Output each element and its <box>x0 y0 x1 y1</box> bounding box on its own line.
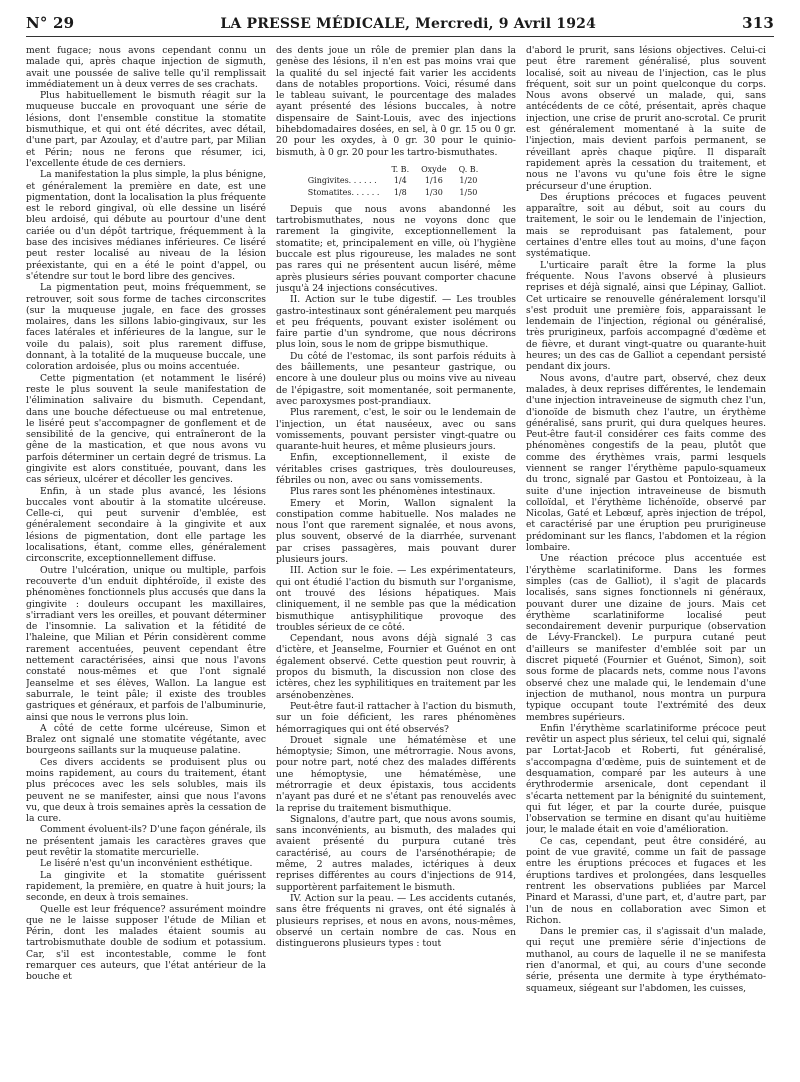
paragraph: Nous avons, d'autre part, observé, chez deux malades, à deux reprises différentes, le lendemain d'une injection intraveineuse de sigmuth chez l'un, d'ionoïde de bismuth chez l'autre, un érythème généralisé, sans prurit, qui dura quelques heures. Peut-être faut-il considérer ces faits comme des phénomènes congestifs de la peau, plutôt que comme des érythèmes vrais, parmi lesquels viennent se ranger l'érythème papulo-squameux du tronc, signalé par Gastou et Pontoizeau, à la suite d'une injection intraveineuse de bismuth colloïdal, et l'érythème lichénoïde, observé par Nicolas, Gaté et Lebœuf, après injection de trépol, et caractérisé par une éruption peu prurigineuse prédominant sur les flancs, l'abdomen et la région lombaire. <box>526 372 766 554</box>
paragraph: Enfin l'érythème scarlatiniforme précoce peut revêtir un aspect plus sérieux, tel celui qui, signalé par Lortat-Jacob et Roberti, fut généralisé, s'accompagna d'œdème, puis de suintement et de desquamation, comparé par les auteurs à une érythrodermie arsenicale, dont cependant il s'écarta nettement par la bénignité du suintement, qui fut léger, et par la courte durée, puisque l'observation se termine en disant qu'au huitième jour, le malade était en voie d'amélioration. <box>526 722 766 836</box>
paragraph: Dans le premier cas, il s'agissait d'un malade, qui reçut une première série d'injections de muthanol, au cours de laquelle il ne se manifesta rien d'anormal, et qui, au cours d'une seconde série, présenta une dermite à type érythémato-squameux, siégeant sur l'abdomen, les cuisses, <box>526 926 766 994</box>
section-liver: III. Action sur le foie. — Les expérimentateurs, qui ont étudié l'action du bismuth sur l'organisme, ont trouvé des lésions hépatiques. Mais cliniquement, il ne semble pas que la médication bismuthique antisyphilitique provoque des troubles sérieux de ce côté. <box>276 565 516 633</box>
column-1 <box>26 45 266 1079</box>
table-header-cell: Oxyde <box>421 164 447 174</box>
table-cell: 1/8 <box>393 187 407 197</box>
paragraph: Le liséré n'est qu'un inconvénient esthétique. <box>40 858 253 870</box>
paragraph: Ces divers accidents se produisent plus ou moins rapidement, au cours du traitement, étant plus précoces avec les sels solubles, mais ils peuvent ne se manifester, ainsi que nous l'avons vu, que deux à trois semaines après la cessation de la cure. <box>26 756 266 825</box>
table-row <box>308 187 484 198</box>
paragraph: Plus rarement, c'est, le soir ou le lendemain de l'injection, un état nauséeux, avec ou sans vomissements, pouvant persister vingt-quatre ou quarante-huit heures, et même plusieurs jours. <box>276 407 516 453</box>
table-header-cell: T. B. <box>391 164 410 174</box>
paragraph: Plus habituellement le bismuth réagit sur la muqueuse buccale en provoquant une série de lésions, dont l'ensemble constitue la stomatite bismuthique, et qui ont été décrites, avec détail, d'une part, par Azoulay, et d'autre part, par Milian et Périn; nous ne ferons que résumer, ici, l'excellente étude de ces derniers. <box>26 90 266 169</box>
table-header-row <box>308 164 484 175</box>
paragraph: Peut-être faut-il rattacher à l'action du bismuth, sur un foie déficient, les rares phénomènes hémorragiques qui ont été observés? <box>276 700 516 735</box>
paragraph: Des éruptions précoces et fugaces peuvent apparaître, soit au début, soit au cours du traitement, le soir ou le lendemain de l'injection, mais se reproduisant pas fatalement, pour certaines d'entre elles tout au moins, d'une façon systématique. <box>526 191 766 260</box>
table-cell: 1/50 <box>459 187 478 197</box>
paragraph: Du côté de l'estomac, ils sont parfois réduits à des bâillements, une pesanteur gastrique, ou encore à une douleur plus ou moins vive au niveau de l'épigastre, soit momentanée, soit permanente, avec paroxysmes post-prandiaux. <box>276 350 516 407</box>
table-cell: Gingivites. . . . . . <box>307 176 377 186</box>
paragraph: Emery et Morin, Wallon signalent la constipation comme habituelle. Nos malades ne nous l'ont que rarement signalée, et nous avons, plus souvent, observé de la diarrhée, survenant par crises passagères, mais pouvant durer plusieurs jours. <box>276 497 516 566</box>
paragraph: Drouet signale une hématémèse et une hémoptysie; Simon, une métrorragie. Nous avons, pour notre part, noté chez des malades différents une hémoptysie, une hématémèse, une métrorragie et deux épistaxis, tous accidents n'ayant pas duré et ne s'étant pas renouvelés avec la reprise du traitement bismuthique. <box>276 734 516 814</box>
paragraph: Outre l'ulcération, unique ou multiple, parfois recouverte d'un enduit diphtéroïde, il existe des phénomènes fonctionnels plus accusés que dans la gingivite : douleurs occupant les maxillaires, s'irradiant vers les oreilles, et pouvant déterminer de l'insomnie. La salivation et la fétidité de l'haleine, que Milian et Périn considèrent comme rarement accentuées, peuvent cependant être nettement caractérisées, ainsi que nous l'avons constaté nous-mêmes et que l'ont signalé Jeanselme et ses élèves, Wallon. La langue est saburrale, le teint pâle; il existe des troubles gastriques et généraux, et parfois de l'albuminurie, ainsi que nous le verrons plus loin. <box>26 564 266 723</box>
paragraph: Depuis que nous avons abandonné les tartrobismuthates, nous ne voyons donc que rarement la gingivite, exceptionnellement la stomatite; et, principalement en ville, où l'hygiène buccale est plus rigoureuse, les malades ne sont pas rares qui ne présentent aucun liséré, même après plusieurs séries pouvant comporter chacune jusqu'à 24 injections consécutives. <box>276 203 516 294</box>
table-header-cell: Q. B. <box>458 164 479 174</box>
table-header-cell <box>308 164 386 175</box>
paragraph: Une réaction précoce plus accentuée est l'érythème scarlatiniforme. Dans les formes simples (cas de Galliot), il s'agit de placards localisés, sans signes fonctionnels ni généraux, pouvant durer une dizaine de jours. Mais cet érythème scarlatiniforme localisé peut secondairement devenir purpurique (observation de Lévy-Franckel). Le purpura cutané peut d'ailleurs se manifester d'emblée soit par un discret piqueté (Fournier et Guénot, Simon), soit sous forme de placards nets, comme nous l'avons observé chez une malade qui, le lendemain d'une injection de muthanol, nous montra un purpura typique occupant toute l'extrémité des deux membres supérieurs. <box>526 553 766 723</box>
paragraph: Cette pigmentation (et notamment le liséré) reste le plus souvent la seule manifestation de l'élimination salivaire du bismuth. Cependant, dans une bouche défectueuse ou mal entretenue, le liséré peut s'accompagner de gonflement et de sensibilité de la gencive, qui entraîneront de la gêne de la mastication, et que nous avons vu parfois déterminer un certain degré de trismus. La gingivite est alors constituée, pouvant, dans les cas sérieux, ulcérer et décoller les gencives. <box>26 372 266 486</box>
column-2 <box>276 45 516 1079</box>
table-cell: 1/30 <box>424 187 443 197</box>
table-cell: 1/20 <box>459 176 478 186</box>
paragraph: ment fugace; nous avons cependant connu un malade qui, après chaque injection de sigmuth, avait une poussée de salive telle qu'il remplissait immédiatement un à deux verres de ses crachats. <box>26 45 266 90</box>
paragraph: d'abord le prurit, sans lésions objectives. Celui-ci peut être rarement généralisé, plus souvent localisé, soit au niveau de l'injection, cas le plus fréquent, soit sur un point quelconque du corps. Nous avons observé un malade, qui, sans antécédents de ce côté, présentait, après chaque injection, une crise de prurit ano-scrotal. Ce prurit est généralement momentané à la suite de l'injection, mais devient parfois permanent, se réveillant après chaque piqûre. Il disparaît rapidement après la cessation du traitement, et nous ne l'avons vu qu'une fois être le signe précurseur d'une éruption. <box>526 45 766 192</box>
page-number: 313 <box>742 14 774 32</box>
paragraph: Signalons, d'autre part, que nous avons soumis, sans inconvénients, au bismuth, des malades qui avaient présenté du purpura cutané très caractérisé, au cours de l'arsénothérapie; de même, 2 autres malades, ictériques à deux reprises différentes au cours d'injections de 914, supportèrent parfaitement le bismuth. <box>276 813 516 893</box>
paragraph: Ce cas, cependant, peut être considéré, au point de vue gravité, comme un fait de passage entre les éruptions précoces et fugaces et les éruptions tardives et prolongées, dans lesquelles rentrent les observations publiées par Marcel Pinard et Marassi, d'une part, et, d'autre part, par l'un de nous en collaboration avec Simon et Richon. <box>526 835 766 926</box>
issue-number: N° 29 <box>26 14 75 32</box>
paragraph: La pigmentation peut, moins fréquemment, se retrouver, soit sous forme de taches circonscrites (sur la muqueuse jugale, en face des grosses molaires, dans les sillons labio-gingivaux, sur les faces latérales et inférieures de la langue, sur le voile du palais), soit plus rarement diffuse, donnant, à la totalité de la muqueuse buccale, une coloration ardoisée, plus ou moins accentuée. <box>26 282 266 373</box>
paragraph: A côté de cette forme ulcéreuse, Simon et Bralez ont signalé une stomatite végétante, avec bourgeons saillants sur la muqueuse palatine. <box>26 722 266 757</box>
paragraph: L'urticaire paraît être la forme la plus fréquente. Nous l'avons observé à plusieurs reprises et déjà signalé, ainsi que Lépinay, Galliot. Cet urticaire se renouvelle généralement lorsqu'il s'est produit une première fois, apparaissant le lendemain de l'injection, régional ou généralisé, très prurigineux, parfois accompagné d'œdème et de fièvre, et durant vingt-quatre ou quarante-huit heures; un des cas de Galliot a cependant persisté pendant dix jours. <box>526 259 766 373</box>
section-skin: IV. Action sur la peau. — Les accidents cutanés, sans être fréquents ni graves, ont été signalés à plusieurs reprises, et nous en avons, nous-mêmes, observé un certain nombre de cas. Nous en distinguerons plusieurs types : tout <box>276 892 516 950</box>
table-cell: 1/4 <box>393 176 407 186</box>
paragraph: Enfin, exceptionnellement, il existe de véritables crises gastriques, très douloureuses, fébriles ou non, avec ou sans vomissements. <box>276 452 516 486</box>
lesion-frequency-table <box>308 164 484 198</box>
journal-title: LA PRESSE MÉDICALE, Mercredi, 9 Avril 1924 <box>220 16 597 32</box>
paragraph: La gingivite et la stomatite guérissent rapidement, la première, en quatre à huit jours; la seconde, en deux à trois semaines. <box>26 869 266 904</box>
page-header <box>26 14 774 37</box>
column-3 <box>526 45 766 1079</box>
paragraph: La manifestation la plus simple, la plus bénigne, et généralement la première en date, est une pigmentation, dont la localisation la plus fréquente est le rebord gingival, où elle dessine un liséré bleu ardoisé, qui débute au pourtour d'une dent cariée ou d'un dépôt tartrique, fréquemment à la base des incisives médianes inférieures. Ce liséré peut rester localisé au niveau de la lésion préexistante, qui en a été le point d'appel, ou s'étendre sur tout le bord libre des gencives. <box>26 169 266 282</box>
table-cell: 1/16 <box>424 176 443 186</box>
article-columns <box>26 45 774 1079</box>
section-digestive: II. Action sur le tube digestif. — Les troubles gastro-intestinaux sont généralement peu marqués et peu fréquents, pouvant exister isolément ou faire partie d'un syndrome, que nous décrirons plus loin, sous le nom de grippe bismuthique. <box>276 294 516 351</box>
table-cell: Stomatites. . . . . . <box>307 187 380 197</box>
paragraph: Enfin, à un stade plus avancé, les lésions buccales vont aboutir à la stomatite ulcéreuse. Celle-ci, qui peut survenir d'emblée, est généralement secondaire à la gingivite et aux lésions de pigmentation, dont elle partage les localisations, étant, comme elles, généralement circonscrite, exceptionnellement diffuse. <box>26 485 266 565</box>
paragraph: Quelle est leur fréquence? assurément moindre que ne le laisse supposer l'étude de Milian et Périn, dont les malades étaient soumis au tartrobismuthate double de sodium et potassium. Car, s'il est incontestable, comme le font remarquer ces auteurs, que l'état antérieur de la bouche et <box>26 903 266 983</box>
paragraph: Cependant, nous avons déjà signalé 3 cas d'ictère, et Jeanselme, Fournier et Guénot en ont également observé. Cette question peut rouvrir, à propos du bismuth, la discussion non close des ictères, chez les syphilitiques en traitement par les arsénobenzènes. <box>276 633 516 701</box>
table-row <box>308 175 484 186</box>
paragraph: des dents joue un rôle de premier plan dans la genèse des lésions, il n'en est pas moins vrai que la qualité du sel injecté fait varier les accidents dans de notables proportions. Voici, résumé dans le tableau suivant, le pourcentage des malades ayant présenté des lésions buccales, à notre dispensaire de Saint-Louis, avec des injections bihebdomadaires dosées, en sel, à 0 gr. 15 ou 0 gr. 20 pour les oxydes, à 0 gr. 30 pour le quinio-bismuth, à 0 gr. 20 pour les tartro-bismuthates. <box>276 45 516 158</box>
paragraph: Comment évoluent-ils? D'une façon générale, ils ne présentent jamais les caractères graves que peut revêtir la stomatite mercurielle. <box>26 824 266 859</box>
paragraph: Plus rares sont les phénomènes intestinaux. <box>290 486 496 498</box>
